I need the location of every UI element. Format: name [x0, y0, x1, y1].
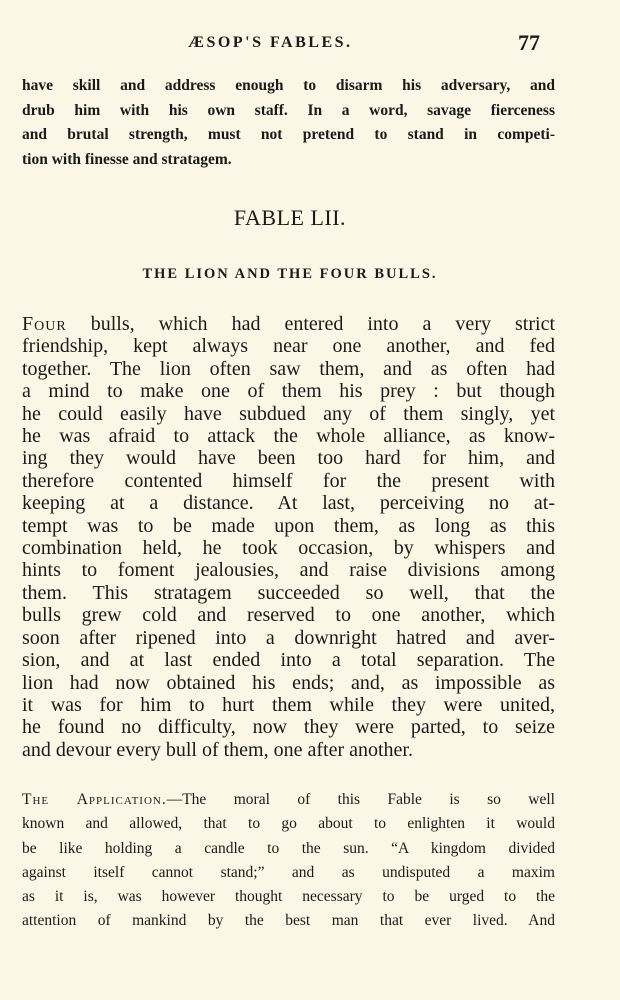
application-paragraph	[22, 788, 555, 934]
text-line: soon after ripened into a downright hatred and aver-	[22, 626, 555, 649]
text-line: combination held, he took occasion, by whispers and	[22, 537, 555, 560]
text-line: known and allowed, that to go about to enlighten it would	[22, 815, 555, 833]
fable-body	[22, 313, 555, 761]
text-line: them. This stratagem succeeded so well, that the	[22, 581, 555, 604]
text-line: and devour every bull of them, one after another.	[22, 738, 413, 761]
text-line: he found no difficulty, now they were parted, to seize	[22, 716, 555, 739]
text-line: he was afraid to attack the whole alliance, as know-	[22, 425, 555, 448]
application-first-line-rest: —The moral of this Fable is so well	[166, 791, 555, 808]
page-number: 77	[518, 30, 540, 55]
text-line: tempt was to be made upon them, as long as this	[22, 514, 555, 537]
text-line: and brutal strength, must not pretend to stand in competi-	[22, 126, 555, 143]
text-line: keeping at a distance. At last, perceiving no at-	[22, 492, 555, 515]
text-line: lion had now obtained his ends; and, as impossible as	[22, 671, 555, 694]
text-line: as it is, was however thought necessary to be urged to the	[22, 888, 555, 906]
text-line: hints to foment jealousies, and raise divisions among	[22, 559, 555, 582]
fable-heading: FABLE LII.	[233, 205, 347, 230]
text-line: bulls grew cold and reserved to one another, which	[22, 604, 555, 627]
text-line: attention of mankind by the best man that ever lived. And	[22, 912, 555, 930]
text-line	[22, 313, 555, 335]
text-line: have skill and address enough to disarm his adversary, and	[22, 77, 555, 94]
text-line: drub him with his own staff. In a word, savage fierceness	[22, 101, 555, 119]
text-line: be like holding a candle to the sun. “A kingdom divided	[22, 839, 555, 857]
text-line: he could easily have subdued any of them singly, yet	[22, 402, 555, 425]
text-line	[22, 788, 555, 812]
text-line: a mind to make one of them his prey : but though	[22, 380, 555, 403]
application-label: The Application.	[22, 791, 167, 808]
running-head	[0, 30, 620, 56]
text-line: together. The lion often saw them, and as often had	[22, 357, 555, 380]
text-line: tion with finesse and stratagem.	[22, 150, 232, 168]
intro-paragraph	[22, 74, 555, 172]
text-line: friendship, kept always near one another, and fed	[22, 335, 555, 358]
fable-first-word: Four	[22, 313, 67, 335]
fable-subtitle: THE LION AND THE FOUR BULLS.	[142, 266, 438, 282]
text-line: therefore contented himself for the present with	[22, 469, 555, 492]
fable-first-line-rest: bulls, which had entered into a very strict	[66, 313, 555, 335]
running-title: ÆSOP'S FABLES.	[188, 34, 353, 51]
text-line: it was for him to hurt them while they were united,	[22, 693, 555, 716]
text-line: ing they would have been too hard for him, and	[22, 447, 555, 470]
text-line: sion, and at last ended into a total separation. The	[22, 649, 555, 672]
text-line: against itself cannot stand;” and as undisputed a maxim	[22, 863, 555, 881]
